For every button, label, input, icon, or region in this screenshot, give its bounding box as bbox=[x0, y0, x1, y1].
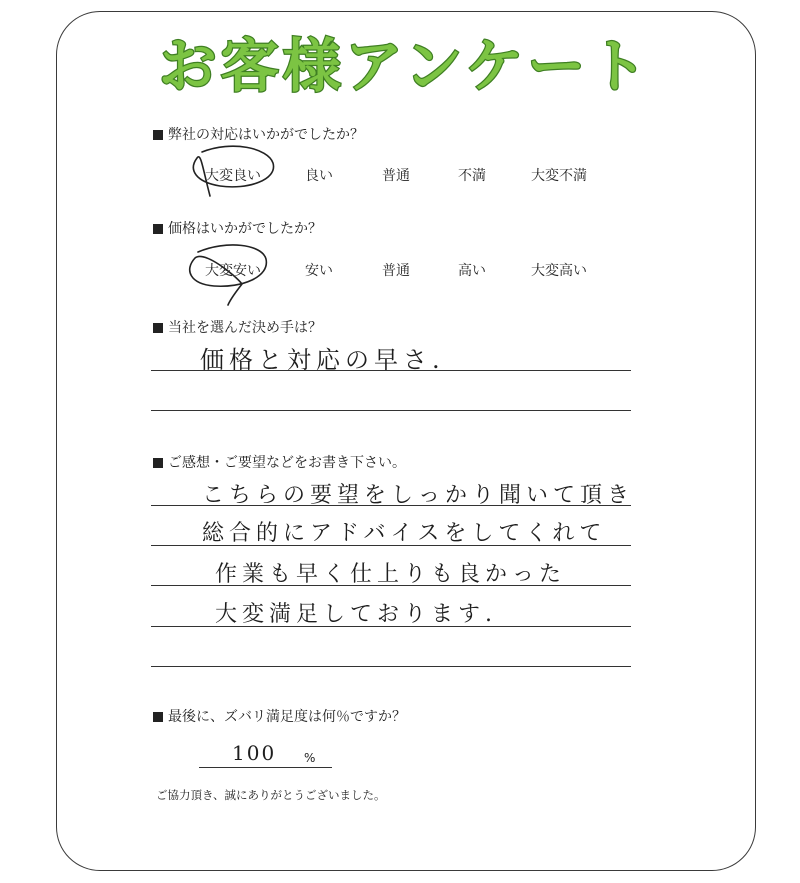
question-comments-label: ご感想・ご要望などをお書き下さい。 bbox=[168, 455, 406, 471]
option-service-very-good[interactable]: 大変良い bbox=[205, 168, 261, 184]
option-price-very-expensive[interactable]: 大変高い bbox=[531, 263, 587, 279]
comment-line-4: 大変満足しております. bbox=[215, 602, 497, 627]
question-deciding-factor-label: 当社を選んだ決め手は？ bbox=[168, 320, 322, 336]
answer-satisfaction: 100 bbox=[232, 741, 277, 765]
question-satisfaction-label: 最後に、ズバリ満足度は何％ですか？ bbox=[168, 709, 406, 725]
comment-line-1: こちらの要望をしっかり聞いて頂き bbox=[202, 483, 635, 508]
option-service-bad[interactable]: 不満 bbox=[458, 168, 486, 184]
thank-you-note: ご協力頂き、誠にありがとうございました。 bbox=[156, 788, 386, 802]
option-service-normal[interactable]: 普通 bbox=[382, 168, 410, 184]
percent-unit: % bbox=[304, 751, 316, 765]
survey-title-text: お客様アンケート bbox=[158, 32, 652, 100]
option-service-good[interactable]: 良い bbox=[305, 168, 333, 184]
answer-deciding-factor: 価格と対応の早さ. bbox=[200, 346, 445, 374]
option-price-normal[interactable]: 普通 bbox=[382, 263, 410, 279]
comment-line-3: 作業も早く仕上りも良かった bbox=[215, 562, 567, 587]
selection-circle-service bbox=[193, 146, 273, 196]
option-price-cheap[interactable]: 安い bbox=[305, 263, 333, 279]
selection-circle-price bbox=[190, 245, 267, 305]
option-price-expensive[interactable]: 高い bbox=[458, 263, 486, 279]
comment-line-2: 総合的にアドバイスをしてくれて bbox=[202, 521, 607, 546]
option-price-very-cheap[interactable]: 大変安い bbox=[205, 263, 261, 279]
question-service-label: 弊社の対応はいかがでしたか？ bbox=[168, 127, 364, 143]
question-price-label: 価格はいかがでしたか？ bbox=[168, 221, 322, 237]
option-service-very-bad[interactable]: 大変不満 bbox=[531, 168, 587, 184]
